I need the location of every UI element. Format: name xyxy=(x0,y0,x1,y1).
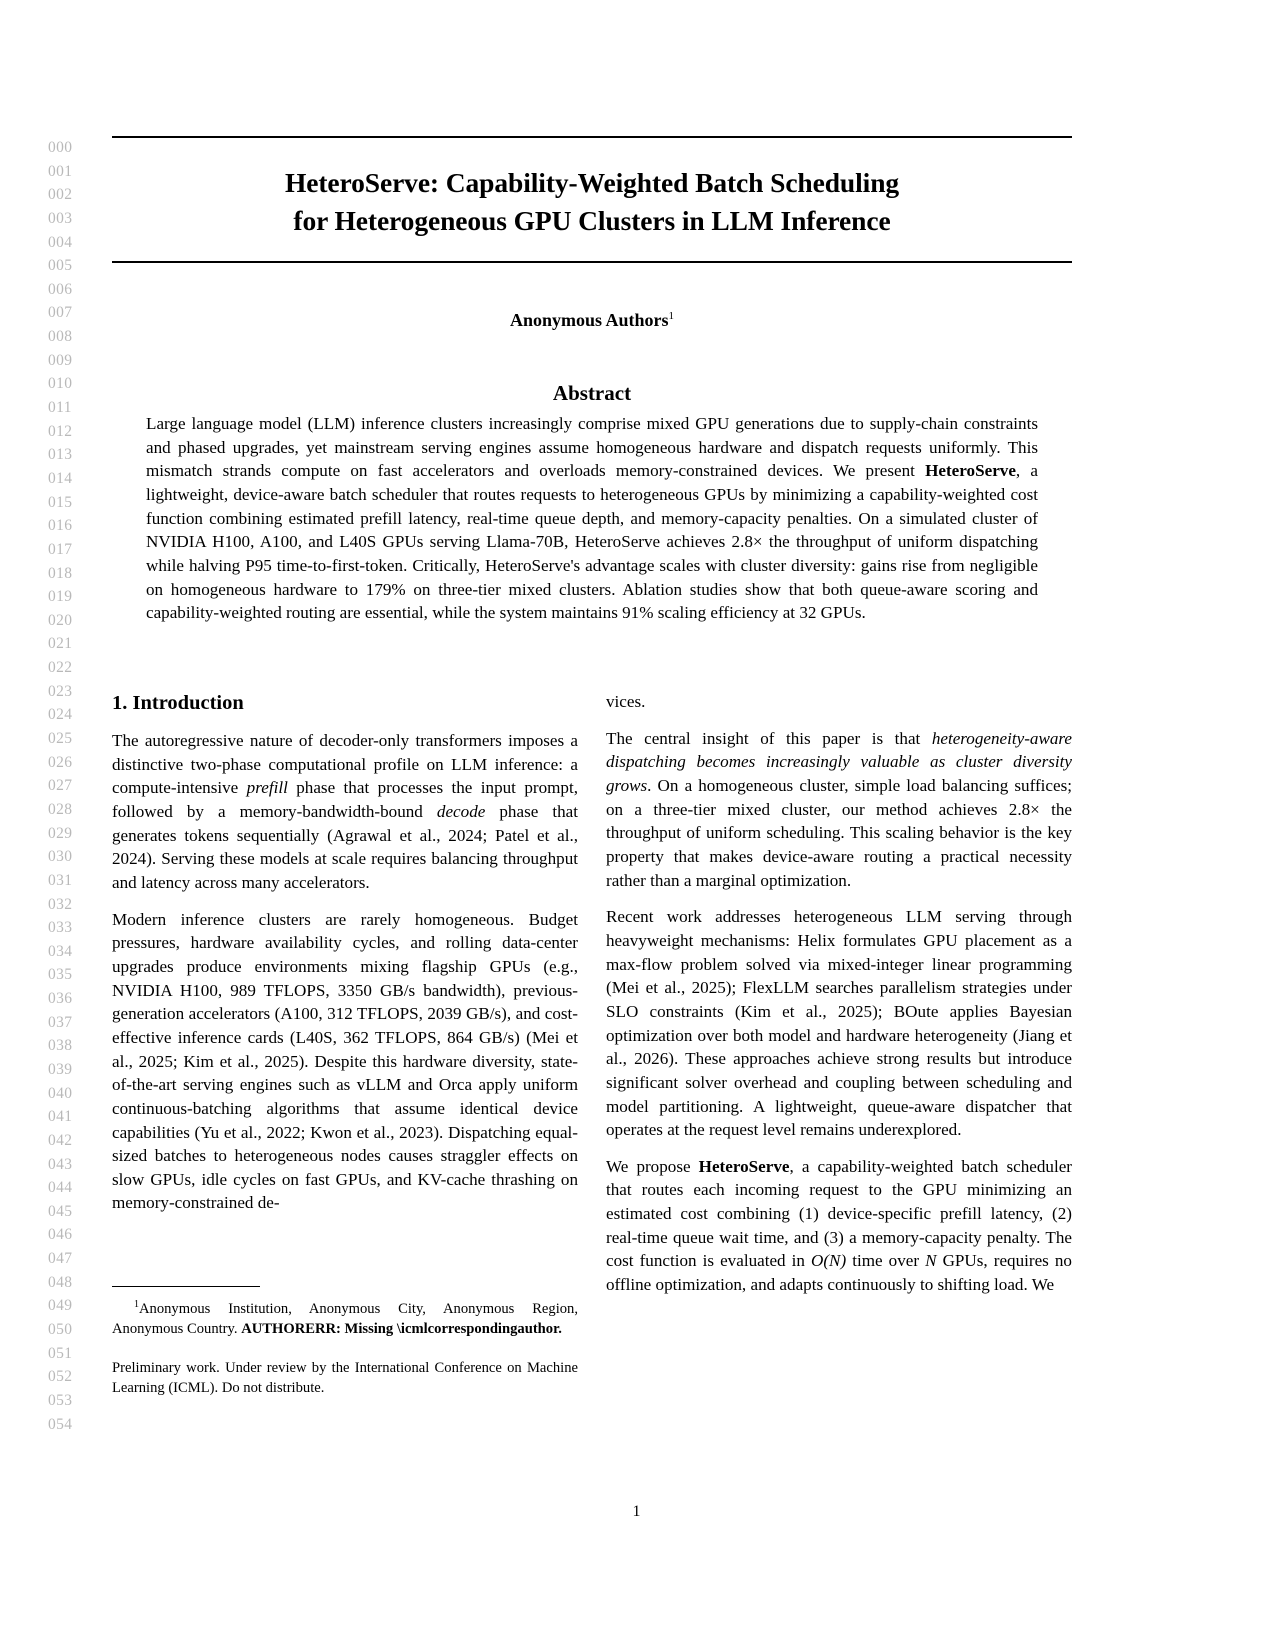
line-number: 011 xyxy=(48,399,72,417)
line-number: 014 xyxy=(48,469,73,487)
line-number: 005 xyxy=(48,257,73,275)
line-number: 009 xyxy=(48,351,73,369)
line-number: 023 xyxy=(48,682,73,700)
line-number: 015 xyxy=(48,493,73,511)
line-number: 030 xyxy=(48,848,73,866)
line-number: 054 xyxy=(48,1415,73,1433)
footnote-venue-note: Preliminary work. Under review by the International Conference on Machine Learning (ICML). Do not distribute. xyxy=(112,1360,578,1397)
lp1-b: phase that processes the input prompt, followed by a memory-bandwidth-bound xyxy=(112,778,578,821)
line-number: 006 xyxy=(48,280,73,298)
line-number: 040 xyxy=(48,1084,73,1102)
line-number: 018 xyxy=(48,564,73,582)
line-number: 038 xyxy=(48,1037,73,1055)
line-number: 027 xyxy=(48,777,73,795)
line-number: 028 xyxy=(48,800,73,818)
rp3-b: , a capability-weighted batch scheduler that routes each incoming request to the GPU minimizing an estimated cost combining (1) device-specific prefill latency, (2) real-time queue wait time, and (3) a memory-capacity penalty. The cost function is evaluated in xyxy=(606,1156,1072,1271)
line-number: 020 xyxy=(48,611,73,629)
right-paragraph-2: Recent work addresses heterogeneous LLM serving through heavyweight mechanisms: Helix formulates GPU placement as a max-flow problem solved via mixed-integer linear programming (Mei et al., 2025); FlexLLM searches parallelism strategies under SLO constraints (Kim et al., 2025); BOute applies Bayesian optimization over both model and hardware heterogeneity (Jiang et al., 2026). These approaches achieve strong results but introduce significant solver overhead and coupling between scheduling and model partitioning. A lightweight, queue-aware dispatcher that operates at the request level remains underexplored. xyxy=(606,907,1072,1140)
right-column xyxy=(606,690,1072,1297)
line-number: 041 xyxy=(48,1108,73,1126)
left-paragraph-2: Modern inference clusters are rarely homogeneous. Budget pressures, hardware availability cycles, and rolling data-center upgrades produce environments mixing flagship GPUs (e.g., NVIDIA H100, 989 TFLOPS, 3350 GB/s bandwidth), previous-generation accelerators (A100, 312 TFLOPS, 2039 GB/s), and cost-effective inference cards (L40S, 362 TFLOPS, 864 GB/s) (Mei et al., 2025; Kim et al., 2025). Despite this hardware diversity, state-of-the-art serving engines such as vLLM and Orca apply uniform continuous-batching algorithms that assume identical device capabilities (Yu et al., 2022; Kwon et al., 2023). Dispatching equal-sized batches to heterogeneous nodes causes straggler effects on slow GPUs, idle cycles on fast GPUs, and KV-cache thrashing on memory-constrained de- xyxy=(112,909,578,1213)
section-heading-introduction: 1. Introduction xyxy=(112,692,244,714)
line-number: 019 xyxy=(48,588,73,606)
line-number: 013 xyxy=(48,446,73,464)
title-line-1: HeteroServe: Capability-Weighted Batch Scheduling xyxy=(284,167,900,198)
line-number: 048 xyxy=(48,1273,73,1291)
lp1-italic-decode: decode xyxy=(436,801,486,821)
title-line-2: for Heterogeneous GPU Clusters in LLM Inference xyxy=(293,205,891,236)
line-number: 012 xyxy=(48,422,73,440)
line-number: 025 xyxy=(48,730,73,748)
author-line xyxy=(112,310,1072,331)
rp3-c: time over xyxy=(846,1251,926,1271)
line-number-gutter xyxy=(48,136,92,1436)
left-column xyxy=(112,690,578,1297)
rp1-b: . On a homogeneous cluster, simple load balancing suffices; on a three-tier mixed cluster, our method achieves 2.8× the throughput of uniform scheduling. This scaling behavior is the key property that makes device-aware routing a practical necessity rather than a marginal optimization. xyxy=(606,775,1072,890)
right-paragraph-3 xyxy=(606,1155,1072,1297)
rp3-d: GPUs, requires no offline optimization, and adapts continuously to shifting load. We xyxy=(606,1251,1072,1295)
lp1-italic-prefill: prefill xyxy=(246,778,288,798)
paper-header-block xyxy=(112,136,1072,625)
line-number: 037 xyxy=(48,1013,73,1031)
abstract-heading: Abstract xyxy=(552,381,632,405)
rp3-math-on: O(N) xyxy=(811,1251,847,1271)
line-number: 050 xyxy=(48,1321,73,1339)
line-number: 052 xyxy=(48,1368,73,1386)
footnote-separator-rule xyxy=(112,1286,260,1287)
line-number: 000 xyxy=(48,139,73,156)
abstract-body xyxy=(146,412,1038,625)
footnote-author-error: AUTHORERR: Missing \icmlcorrespondingauthor. xyxy=(241,1321,562,1338)
title-rule-bottom xyxy=(112,261,1072,263)
lp1-c: phase that generates tokens sequentially (Agrawal et al., 2024; Patel et al., 2024). Serving these models at scale requires balancing throughput and latency across many accelerators. xyxy=(112,801,578,892)
right-paragraph-1 xyxy=(606,727,1072,893)
line-number: 001 xyxy=(48,162,73,180)
lp1-a: The autoregressive nature of decoder-only transformers imposes a distinctive two-phase computational profile on LLM inference: a compute-intensive xyxy=(112,731,578,798)
line-number: 008 xyxy=(48,328,73,346)
footnote-marker: 1 xyxy=(134,1299,139,1310)
line-number: 032 xyxy=(48,895,73,913)
rp3-bold-heteroserve: HeteroServe xyxy=(698,1156,790,1176)
footnote-affiliation xyxy=(112,1295,578,1339)
line-number: 016 xyxy=(48,517,73,535)
line-number: 047 xyxy=(48,1250,73,1268)
body-columns xyxy=(112,690,1072,1297)
footnote-indent-spacer xyxy=(112,1301,134,1317)
line-number: 029 xyxy=(48,824,73,842)
line-number: 039 xyxy=(48,1060,73,1078)
line-number: 049 xyxy=(48,1297,73,1315)
abstract-bold-term: HeteroServe xyxy=(925,461,1016,481)
line-number: 053 xyxy=(48,1391,73,1409)
footnote-zone xyxy=(112,1286,578,1399)
line-number: 042 xyxy=(48,1131,73,1149)
line-number: 051 xyxy=(48,1344,73,1362)
line-number: 022 xyxy=(48,659,73,677)
abstract-text-part-2: , a lightweight, device-aware batch scheduler that routes requests to heterogeneous GPUs by minimizing a capability-weighted cost function combining estimated prefill latency, real-time queue depth, and memory-capacity penalties. On a simulated cluster of NVIDIA H100, A100, and L40S GPUs serving Llama-70B, HeteroServe achieves 2.8× the throughput of uniform dispatching while halving P95 time-to-first-token. Critically, HeteroServe's advantage scales with cluster diversity: gains rise from negligible on homogeneous hardware to 179% on three-tier mixed clusters. Ablation studies show that both queue-aware scoring and capability-weighted routing are essential, while the system maintains 91% scaling efficiency at 32 GPUs. xyxy=(146,461,1038,623)
rp1-italic-insight: heterogeneity-aware dispatching becomes increasingly valuable as cluster diversity grows xyxy=(606,728,1072,795)
rp1-a: The central insight of this paper is that xyxy=(606,728,932,748)
line-number: 026 xyxy=(48,753,73,771)
rp3-math-n: N xyxy=(925,1251,937,1271)
abstract-text-part-1: Large language model (LLM) inference clusters increasingly comprise mixed GPU generations due to supply-chain constraints and phased upgrades, yet mainstream serving engines assume homogeneous hardware and dispatch requests uniformly. This mismatch strands compute on fast accelerators and overloads memory-constrained devices. We present xyxy=(146,414,1038,481)
line-number: 036 xyxy=(48,990,73,1008)
line-number: 045 xyxy=(48,1202,73,1220)
line-number: 003 xyxy=(48,209,73,227)
line-number: 033 xyxy=(48,919,73,937)
line-number: 017 xyxy=(48,540,73,558)
footnote-affiliation-text: Anonymous Institution, Anonymous City, Anonymous Region, Anonymous Country. xyxy=(112,1300,578,1338)
author-names: Anonymous Authors xyxy=(509,310,669,330)
line-number: 035 xyxy=(48,966,73,984)
line-number: 034 xyxy=(48,942,73,960)
page-title xyxy=(112,164,1072,240)
line-number: 004 xyxy=(48,233,73,251)
line-number: 044 xyxy=(48,1179,73,1197)
line-number: 010 xyxy=(48,375,73,393)
author-footnote-marker: 1 xyxy=(668,310,675,322)
title-area xyxy=(112,138,1072,252)
line-number: 021 xyxy=(48,635,73,653)
line-number: 046 xyxy=(48,1226,73,1244)
left-paragraph-1 xyxy=(112,729,578,895)
line-number: 024 xyxy=(48,706,73,724)
line-number: 002 xyxy=(48,186,73,204)
line-number: 031 xyxy=(48,871,73,889)
right-continuation-line: vices. xyxy=(606,692,646,711)
line-number: 043 xyxy=(48,1155,73,1173)
line-number: 007 xyxy=(48,304,73,322)
rp3-a: We propose xyxy=(606,1156,699,1176)
page-number: 1 xyxy=(632,1503,641,1520)
